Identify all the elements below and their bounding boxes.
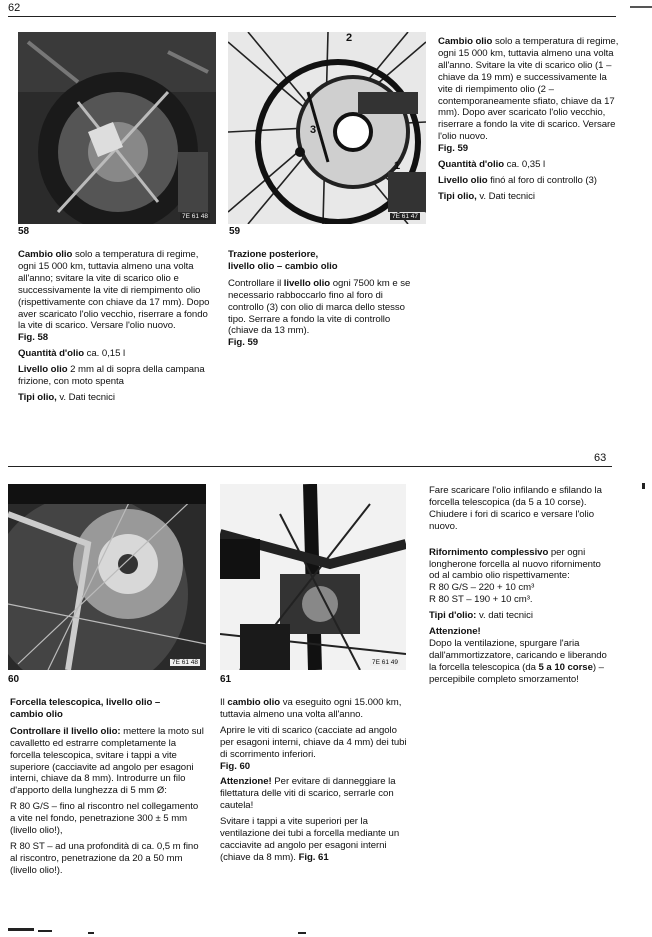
paragraph-check-fork-oil: Controllare il livello olio: mettere la moto sul cavalletto ed estrarre completamente la forcella telescopica, svitare i tappi a vite superiore (cacciavite ad angolo per esagoni interni, chiave da 8 mm). Introdurre un filo d'apporto della lunghezza di 5 mm Ø: (10, 725, 204, 797)
paragraph-oil-change-59: Cambio olio solo a temperatura di regime, ogni 15 000 km, tuttavia almeno una volta all'anno. Svitare la vite di scarico olio (1 – chiave da 19 mm) e successivamente la vite di riempimento olio (2 – contemporaneamente sfiato, chiave da 17 mm). Dopo aver scaricato l'olio vecchio, riserrare a fondo la vite di scarico. Versare l'olio nuovo. Fig. 59 (438, 36, 619, 155)
paragraph-r80st-level: R 80 ST – ad una profondità di ca. 0,5 m fino al riscontro, penetrazione da 20 a 50 mm (livello olio!). (10, 840, 199, 876)
callout-2: 2 (346, 32, 353, 44)
text-column-bottom-3 (429, 485, 613, 690)
photo-code-60: 7E 61 48 (171, 659, 198, 666)
paragraph-oil-types: Tipi olio, v. Dati tecnici (18, 391, 115, 403)
callout-3: 3 (310, 124, 317, 136)
paragraph-bleed-air: Dopo la ventilazione, spurgare l'aria dall'ammortizzatore, caricando e liberando la forcella telescopica (da 5 a 10 corse) – percepibile completo smorzamento! (429, 637, 607, 685)
figure-label-61: 61 (220, 674, 232, 685)
paragraph-oil-level-59: Livello olio finó al foro di controllo (3) (438, 174, 597, 186)
paragraph-oil-types-63: Tipi d'olio: v. dati tecnici (429, 610, 533, 622)
scan-speck (88, 932, 94, 934)
scan-speck (38, 930, 52, 932)
paragraph-drain-fork-oil: Fare scaricare l'olio infilando e sfilando la forcella telescopica (da 5 a 10 corse). Chiudere i fori di scarico e versare l'olio nuovo. (429, 485, 602, 532)
heading-attention: Attenzione! (429, 626, 481, 638)
paragraph-oil-types-59: Tipi olio, v. Dati tecnici (438, 190, 535, 202)
section-heading-rear-drive: Trazione posteriore, (228, 249, 319, 260)
paragraph-total-fill: Rifornimento complessivo per ogni longherone forcella al nuovo rifornimento od al cambio olio rispettivamente: R 80 G/S – 220 + 10 cm³ R 80 ST – 190 + 10 cm³. (429, 546, 601, 606)
margin-mark (630, 6, 652, 8)
photo-60-fork-drain (8, 484, 206, 670)
photo-code-59: 7E 61 47 (391, 213, 418, 220)
paragraph-oil-level: Livello olio 2 mm al di sopra della campana frizione, con moto spenta (18, 364, 205, 388)
paragraph-oil-change-58: Cambio olio solo a temperatura di regime, ogni 15 000 km, tuttavia almeno una volta all'anno; svitare la vite di scarico olio e successivamente la vite di riempimento olio (rispettivamente con chiave da 17 mm). Dopo aver scaricato l'olio vecchio, riserrare a fondo la vite di scarico. Versare l'olio nuovo. Fig. 58 (18, 249, 210, 344)
top-rule (8, 16, 616, 17)
section-heading-fork-2: cambio olio (10, 708, 63, 720)
paragraph-fork-oil-change: Il cambio olio va eseguito ogni 15.000 km, tuttavia almeno una volta all'anno. (220, 697, 402, 720)
paragraph-open-drain-screws: Aprire le viti di scarico (cacciate ad angolo per esagoni interni, chiave da 4 mm) dei tubi di scorrimento inferiori. Fig. 60 (220, 724, 407, 772)
photo-59-rear-drive (228, 32, 426, 224)
paragraph-r80gs-level: R 80 G/S – fino al riscontro nel collegamento a vite nel fondo, penetrazione 300 ± 5 mm (livello olio!), (10, 801, 199, 837)
bottom-rule (8, 466, 612, 467)
text-column-top-3 (438, 36, 620, 207)
text-column-top-1 (18, 249, 214, 408)
figure-label-58: 58 (18, 226, 30, 237)
photo-code-58: 7E 61 48 (181, 213, 208, 220)
section-heading-fork: Forcella telescopica, livello olio – (10, 697, 161, 708)
photo-58-clutch-housing (18, 32, 216, 224)
paragraph-caution-thread: Attenzione! Per evitare di danneggiare la filettatura delle viti di scarico, serrarle con cautela! (220, 776, 396, 812)
figure-label-59: 59 (229, 226, 241, 237)
scan-speck (8, 928, 34, 931)
page-number-63: 63 (594, 452, 607, 464)
photo-61-fork-top-caps (220, 484, 406, 670)
figure-label-60: 60 (8, 674, 20, 685)
scan-speck (298, 932, 306, 934)
section-heading-rear-drive-2: livello olio – cambio olio (228, 260, 338, 272)
page-number-62: 62 (8, 2, 21, 14)
text-column-bottom-1 (10, 697, 206, 881)
callout-1: 1 (394, 160, 401, 172)
paragraph-unscrew-top-caps: Svitare i tappi a vite superiori per la ventilazione dei tubi a forcella mediante un cacciavite ad angolo per esagoni interni (chiave da 8 mm). Fig. 61 (220, 816, 400, 863)
text-column-bottom-2 (220, 697, 410, 868)
scan-speck (642, 483, 645, 489)
paragraph-check-oil-level: Controllare il livello olio ogni 7500 km e se necessario rabboccarlo fino al foro di controllo (3) con olio di marca dello stesso tipo. Serrare a fondo la vite di controllo (chiave da 13 mm). Fig. 59 (228, 277, 411, 349)
photo-code-61: 7E 61 49 (371, 659, 398, 666)
paragraph-oil-quantity: Quantità d'olio ca. 0,15 l (18, 348, 126, 360)
paragraph-oil-quantity-59: Quantità d'olio ca. 0,35 l (438, 159, 546, 171)
text-column-top-2 (228, 249, 414, 353)
